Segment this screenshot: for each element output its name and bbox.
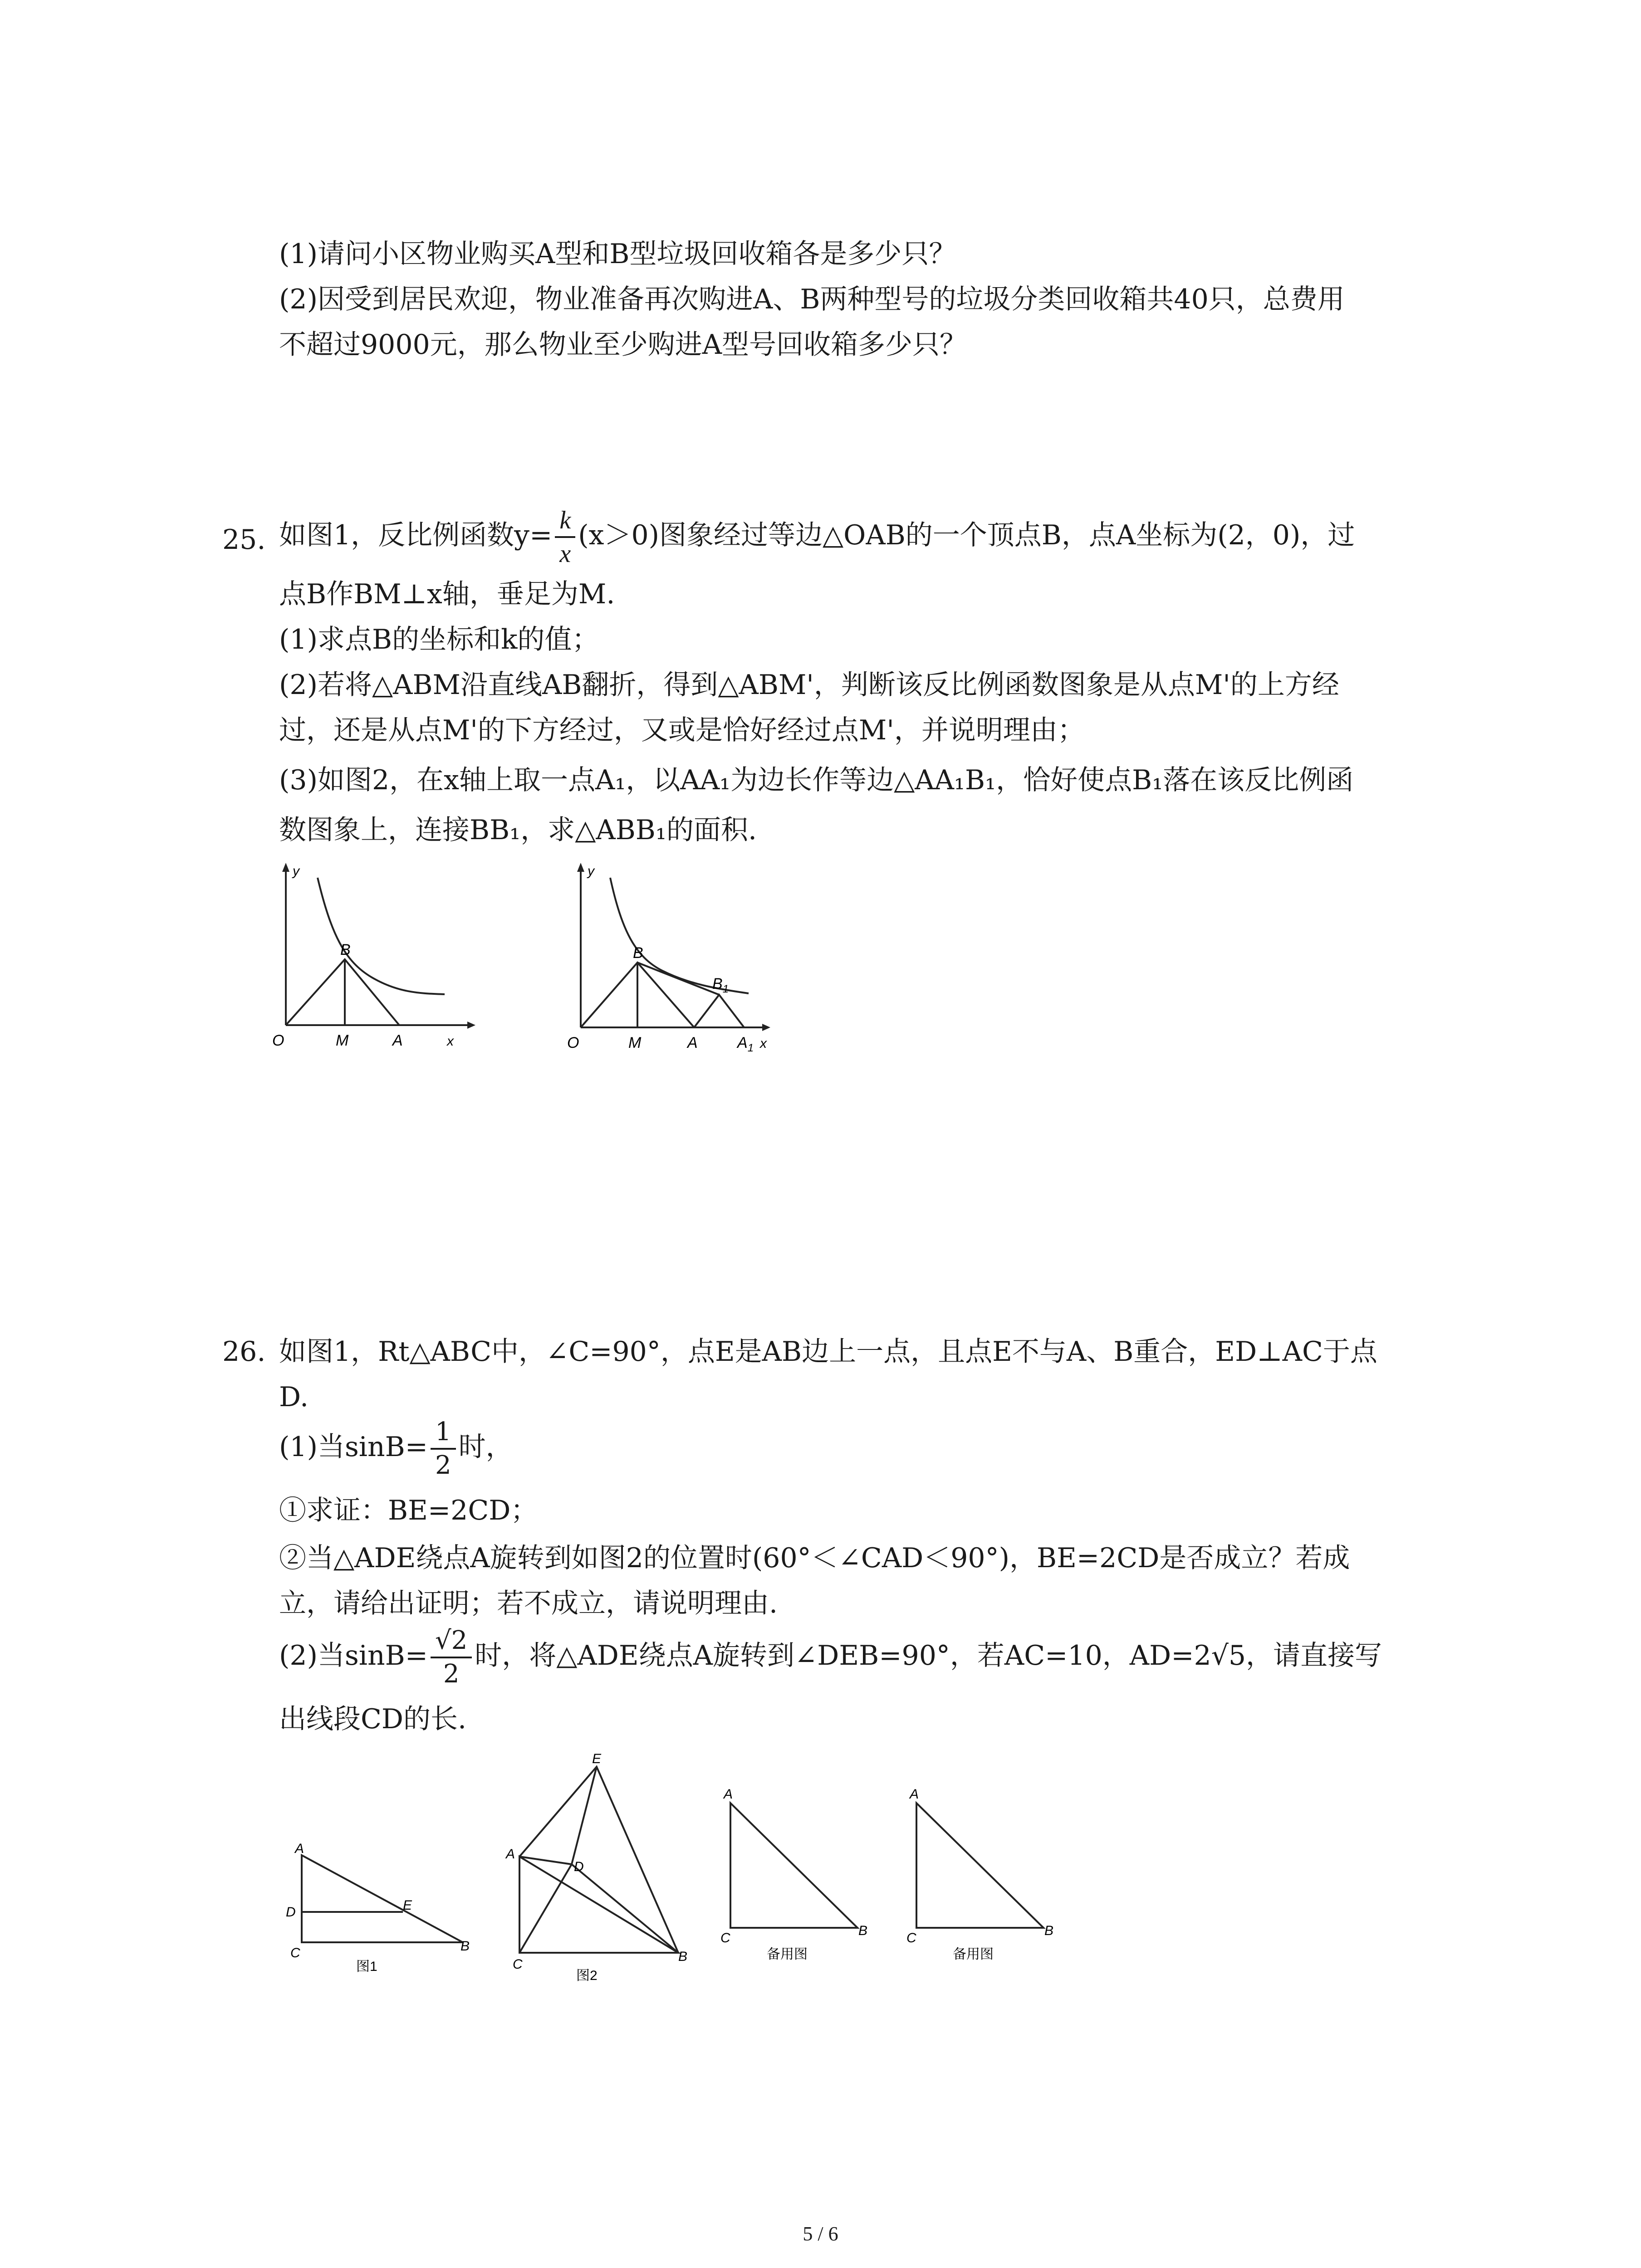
label-x: x [760, 1036, 767, 1051]
q25-frac-den: x [559, 540, 571, 568]
label-b: B [460, 1939, 470, 1954]
q26-sub1-den: 2 [435, 1451, 451, 1481]
q26-figure-2 [499, 1749, 699, 1984]
segment-cd [519, 1864, 572, 1953]
q26-figure-1 [281, 1814, 472, 1978]
q26-sub1-b: 时， [458, 1431, 513, 1463]
q24-subquestion-2-line1: (2)因受到居民欢迎，物业准备再次购进A、B两种型号的垃圾分类回收箱共40只，总费用 [279, 284, 1345, 315]
q26-intro-line1: 如图1，Rt△ABC中，∠C=90°，点E是AB边上一点，且点E不与A、B重合，ED⊥AC于点 [279, 1336, 1377, 1368]
triangle-abc [519, 1857, 678, 1953]
q25-fraction [555, 504, 575, 570]
label-m: M [336, 1032, 349, 1049]
q26-sub1-line [279, 1415, 513, 1481]
label-a: A [506, 1847, 515, 1862]
label-m: M [628, 1034, 642, 1051]
label-c: C [513, 1957, 523, 1972]
q25-subquestion-2-line1: (2)若将△ABM沿直线AB翻折，得到△ABM'，判断该反比例函数图象是从点M'的上方经 [279, 669, 1339, 701]
label-d: D [286, 1905, 296, 1920]
segment-bb1 [637, 963, 719, 995]
label-b: B [633, 944, 643, 962]
label-c: C [906, 1931, 916, 1945]
x-axis-arrow [762, 1024, 770, 1031]
q26-sub2-b: 时，将△ADE绕点A旋转到∠DEB=90°，若AC=10，AD=2√5，请直接写 [475, 1640, 1382, 1672]
q25-subquestion-1: (1)求点B的坐标和k的值； [279, 624, 599, 655]
label-b1: $B_1$ [712, 975, 729, 995]
q26-number: 26. [222, 1336, 266, 1368]
label-b: B [1044, 1923, 1054, 1938]
figure-caption: 备用图 [953, 1947, 994, 1962]
label-o: O [272, 1032, 284, 1049]
label-a: A [392, 1032, 403, 1049]
label-y: y [588, 864, 594, 879]
q25-subquestion-2-line2: 过，还是从点M'的下方经过，又或是恰好经过点M'，并说明理由； [279, 714, 1085, 746]
y-axis-arrow [577, 863, 584, 872]
q26-item-2-line2: 立，请给出证明；若不成立，请说明理由. [279, 1588, 778, 1619]
hyperbola-curve [318, 878, 445, 994]
triangle-aa1b1 [694, 995, 744, 1027]
q26-intro-line2: D. [279, 1381, 309, 1413]
segment-db [572, 1864, 678, 1953]
x-axis-arrow [467, 1022, 475, 1029]
label-o: O [567, 1034, 579, 1051]
label-y: y [293, 864, 299, 879]
q26-figure-spare-2 [898, 1778, 1080, 1978]
q25-intro-line1 [279, 503, 1355, 570]
label-b: B [678, 1949, 688, 1964]
label-e: E [592, 1751, 602, 1766]
q25-intro-line2: 点B作BM⊥x轴，垂足为M. [279, 578, 615, 610]
q25-subquestion-3-line2: 数图象上，连接BB₁，求△ABB₁的面积. [279, 814, 757, 846]
q26-sub2-line2: 出线段CD的长. [279, 1703, 467, 1735]
y-axis-arrow [282, 863, 289, 872]
label-c: C [290, 1945, 300, 1960]
q26-sub1-num: 1 [431, 1416, 456, 1450]
triangle-abc [302, 1855, 463, 1942]
q26-sub1-fraction [431, 1416, 456, 1481]
q26-item-1: ①求证：BE=2CD； [279, 1495, 538, 1526]
q26-figure-spare-1 [712, 1778, 894, 1978]
label-e: E [403, 1898, 412, 1913]
q26-sub2-num: √2 [431, 1625, 472, 1658]
q24-subquestion-2-line2: 不超过9000元，那么物业至少购进A型号回收箱多少只？ [279, 329, 967, 361]
label-a1: $A_1$ [737, 1034, 754, 1054]
q25-number: 25. [222, 524, 266, 556]
q26-sub2-den: 2 [443, 1659, 460, 1689]
q25-figure-2 [563, 857, 776, 1066]
q25-intro-b: (x＞0)图象经过等边△OAB的一个顶点B，点A坐标为(2，0)，过 [578, 519, 1355, 551]
figure-caption: 备用图 [767, 1947, 808, 1962]
page-number: 5 / 6 [803, 2223, 838, 2245]
label-a: A [295, 1841, 304, 1856]
label-b: B [340, 941, 351, 958]
q25-figure-1 [268, 857, 476, 1061]
q26-sub2-line1 [279, 1624, 1382, 1690]
q26-sub2-a: (2)当sinB= [279, 1640, 428, 1672]
figure-caption: 图2 [576, 1968, 598, 1983]
q25-intro-a: 如图1，反比例函数y= [279, 519, 553, 551]
label-a: A [724, 1787, 733, 1802]
label-x: x [447, 1034, 454, 1049]
q25-frac-num: k [555, 504, 575, 538]
triangle-oab [286, 959, 399, 1025]
figure-caption: 图1 [356, 1959, 377, 1974]
q24-subquestion-1: (1)请问小区物业购买A型和B型垃圾回收箱各是多少只？ [279, 238, 956, 270]
hyperbola-curve [610, 878, 749, 993]
q26-sub1-a: (1)当sinB= [279, 1431, 428, 1463]
label-a: A [687, 1034, 698, 1051]
label-a: A [910, 1787, 919, 1802]
label-d: D [574, 1859, 584, 1874]
q26-sub2-fraction [431, 1625, 472, 1690]
triangle-abc [916, 1803, 1043, 1928]
label-c: C [720, 1931, 730, 1945]
q25-subquestion-3-line1: (3)如图2，在x轴上取一点A₁，以AA₁为边长作等边△AA₁B₁，恰好使点B₁落在该反比例函 [279, 764, 1354, 796]
q26-item-2-line1: ②当△ADE绕点A旋转到如图2的位置时(60°＜∠CAD＜90°)，BE=2CD是否成立？若成 [279, 1542, 1350, 1574]
triangle-abc [730, 1803, 857, 1928]
label-b: B [858, 1923, 868, 1938]
